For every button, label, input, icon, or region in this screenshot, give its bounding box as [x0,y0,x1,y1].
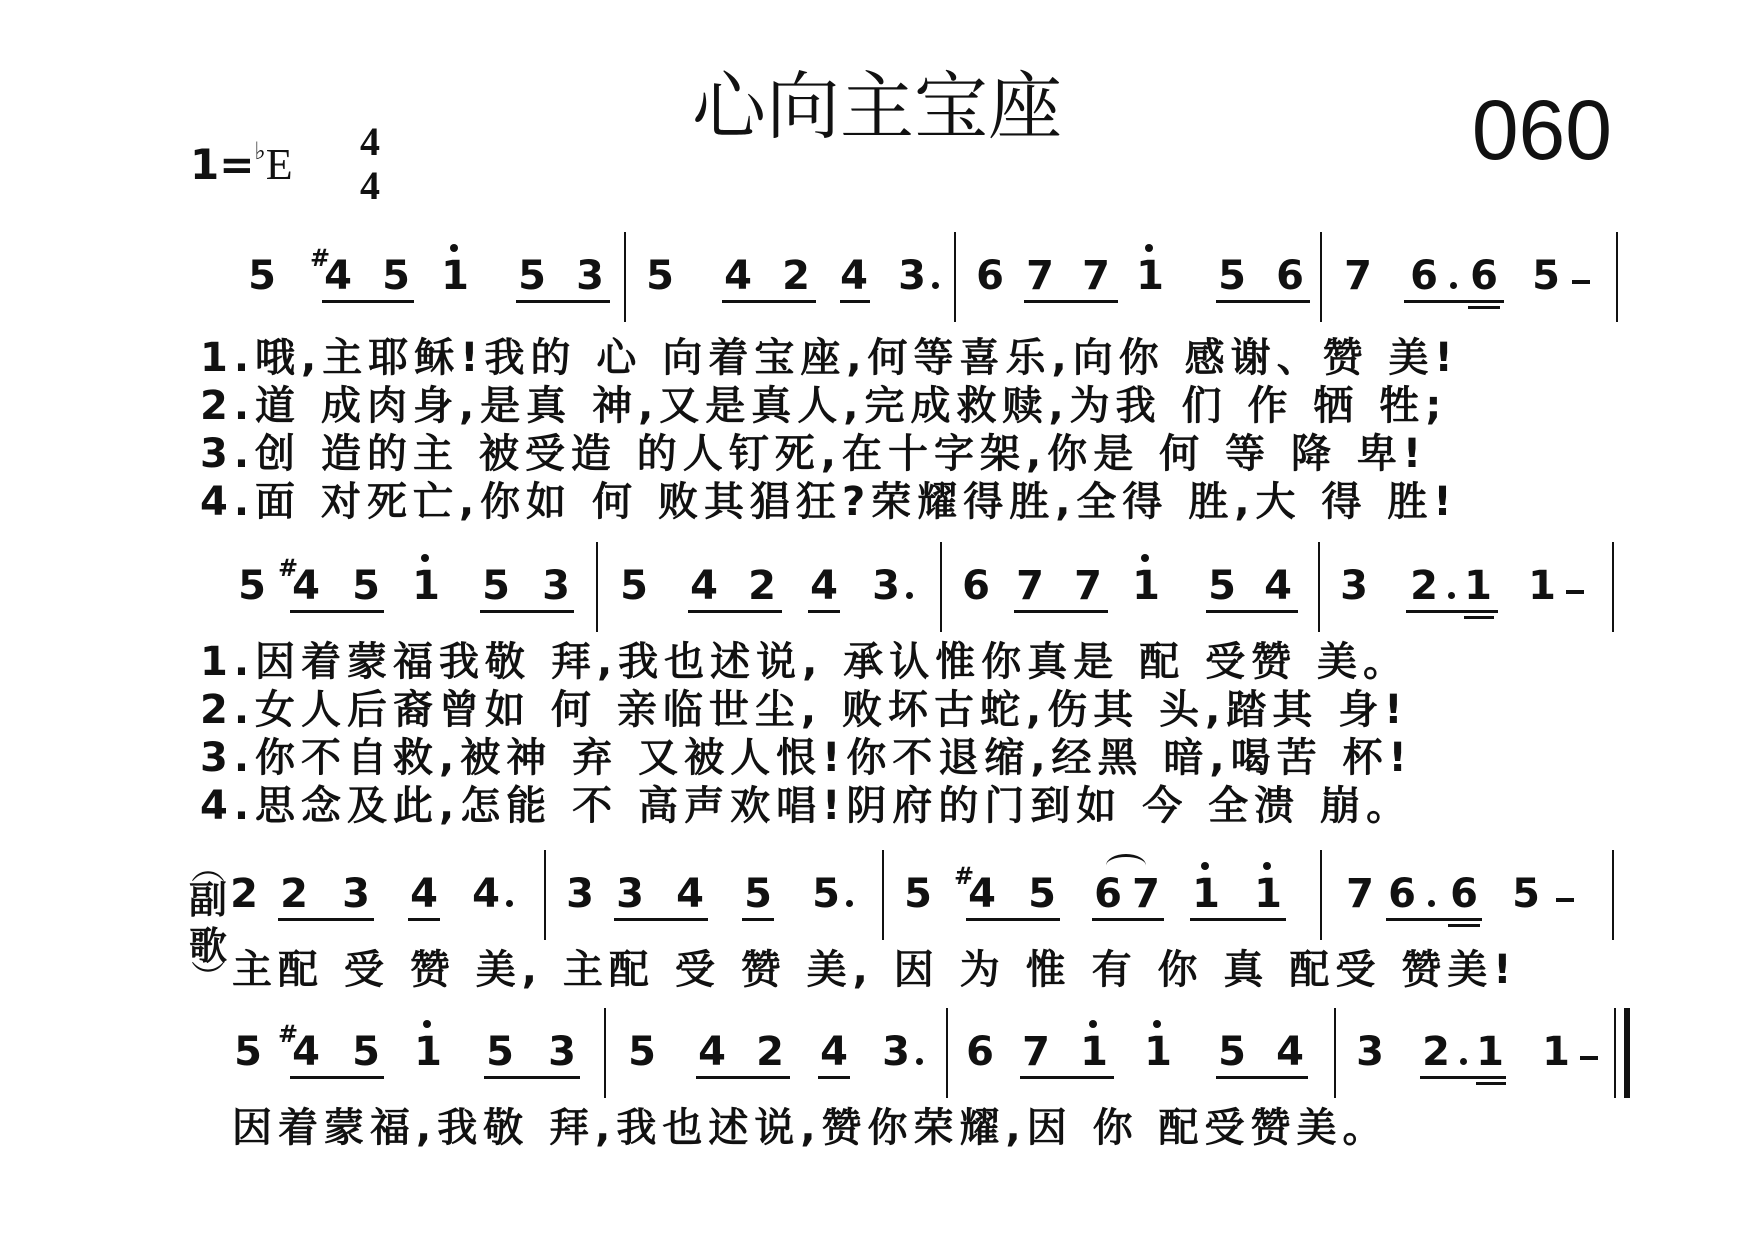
note: # 4 [278,554,320,609]
staff-system-3 [0,850,1754,940]
barline [1320,232,1322,322]
note: 2 [782,253,810,299]
note: 5 [1218,253,1246,299]
note: 1 [1126,566,1166,606]
barline [1320,850,1322,940]
note: 3 [548,1029,576,1075]
augmentation-dot [506,900,513,907]
high-octave-dot [1201,862,1209,870]
barline [940,542,942,632]
note: 1 [1186,874,1226,914]
note: # 4 [310,244,352,299]
note: 6 [966,1029,994,1075]
augmentation-dot [1460,1058,1467,1065]
note: 5 [1532,253,1560,299]
high-octave-dot [1141,554,1149,562]
note: 7 [1132,871,1160,917]
beam [722,300,816,303]
key-signature [190,140,293,187]
note: 1 [1074,1032,1114,1072]
time-signature-top: 4 [360,119,380,164]
note: 5 [482,563,510,609]
high-octave-dot [450,244,458,252]
beam [1216,1076,1308,1079]
note: 3 [576,253,604,299]
note: 5 [812,871,840,917]
note: # 4 [278,1020,320,1075]
key-letter: E [265,140,293,189]
beam [1386,918,1482,921]
barline [1612,542,1614,632]
note: 3 [1340,563,1368,609]
barline [596,542,598,632]
note: 7 [1022,1029,1050,1075]
note: 5 [646,253,674,299]
note: 2 [756,1029,784,1075]
note: 4 [690,563,718,609]
beam [742,918,774,921]
high-octave-dot [1153,1020,1161,1028]
sharp-sign: # [278,1020,299,1048]
augmentation-dot [932,282,939,289]
note: 1 [408,1032,448,1072]
note: 6 [962,563,990,609]
note: 6 [1470,253,1498,299]
beam [808,610,840,613]
note: 2 [230,871,258,917]
barline [1612,850,1614,940]
note: 5 [1208,563,1236,609]
barline [624,232,626,322]
barline [954,232,956,322]
note: 5 [234,1029,262,1075]
note: # 4 [954,862,996,917]
sharp-sign: # [954,862,975,890]
note: 5 [486,1029,514,1075]
beam [516,300,610,303]
beam [1404,300,1504,303]
note: 7 [1074,563,1102,609]
lyric-line: 因着蒙福,我敬 拜,我也述说,赞你荣耀,因 你 配受赞美。 [232,1105,1389,1151]
beam [322,300,414,303]
lyric-line: 1.哦,主耶稣!我的 心 向着宝座,何等喜乐,向你 感谢、赞 美! [200,335,1459,381]
note: 2 [748,563,776,609]
lyric-line: 主配 受 赞 美, 主配 受 赞 美, 因 为 惟 有 你 真 配受 赞美! [232,947,1518,993]
note: 4 [810,563,838,609]
final-barline-thick [1624,1008,1630,1098]
dash [1556,898,1574,902]
note: 1 [406,566,446,606]
beam [290,1076,384,1079]
tie [1106,854,1146,877]
beam [1420,1076,1506,1079]
dash [1566,590,1584,594]
note: 5 [352,1029,380,1075]
hymn-title: 心向主宝座 [692,64,1062,150]
key-flat: ♭ [254,139,266,165]
note: 3 [872,563,900,609]
note: 7 [1344,253,1372,299]
beam [614,918,708,921]
high-octave-dot [1089,1020,1097,1028]
note: 7 [1026,253,1054,299]
note: 1 [1528,563,1556,609]
note: 4 [1276,1029,1304,1075]
note: 5 [1028,871,1056,917]
augmentation-dot [906,592,913,599]
note: 4 [676,871,704,917]
note: 5 [238,563,266,609]
note: 5 [1512,871,1540,917]
note: 1 [1464,563,1492,609]
beam [408,918,440,921]
chorus-label: ︵ 副歌 ︶ [188,848,227,1000]
barline [544,850,546,940]
note: 4 [820,1029,848,1075]
barline [604,1008,606,1098]
staff-system-4 [0,1008,1754,1098]
note: 4 [410,871,438,917]
note: 3 [542,563,570,609]
note: 5 [904,871,932,917]
beam [278,918,374,921]
beam [1468,306,1500,309]
note: 5 [352,563,380,609]
time-signature-bottom: 4 [360,163,380,208]
staff-system-2 [0,542,1754,632]
beam [1092,918,1164,921]
note: 6 [1276,253,1304,299]
lyric-line: 2.女人后裔曾如 何 亲临世尘, 败坏古蛇,伤其 头,踏其 身! [200,687,1409,733]
barline [882,850,884,940]
note: 4 [724,253,752,299]
note: 3 [898,253,926,299]
beam [1014,610,1108,613]
note: 1 [1542,1029,1570,1075]
beam [1206,610,1298,613]
beam [1190,918,1286,921]
barline [946,1008,948,1098]
beam [480,610,574,613]
beam [1464,616,1494,619]
note: 3 [1356,1029,1384,1075]
note: 5 [628,1029,656,1075]
barline [1318,542,1320,632]
beam [818,1076,850,1079]
lyric-line: 4.面 对死亡,你如 何 败其猖狂?荣耀得胜,全得 胜,大 得 胜! [200,479,1458,525]
final-barline-thin [1614,1008,1616,1098]
note: 1 [1138,1032,1178,1072]
dash [1580,1056,1598,1060]
augmentation-dot [1428,900,1435,907]
barline [1616,232,1618,322]
note: 7 [1082,253,1110,299]
sharp-sign: # [310,244,331,272]
hymn-number: 060 [1471,83,1612,177]
note: 6 [1094,871,1122,917]
key-prefix: 1= [190,140,255,189]
note: 5 [248,253,276,299]
note: 6 [1450,871,1478,917]
lyric-line: 1.因着蒙福我敬 拜,我也述说, 承认惟你真是 配 受赞 美。 [200,639,1410,685]
beam [966,918,1060,921]
note: 6 [976,253,1004,299]
beam [1024,300,1118,303]
note: 5 [382,253,410,299]
beam [1476,1082,1506,1085]
note: 5 [518,253,546,299]
note: 4 [472,871,500,917]
note: 1 [1248,874,1288,914]
augmentation-dot [1450,282,1457,289]
lyric-line: 3.你不自救,被神 弃 又被人恨!你不退缩,经黑 暗,喝苦 杯! [200,735,1413,781]
note: 4 [698,1029,726,1075]
time-signature [356,120,384,208]
barline [1334,1008,1336,1098]
augmentation-dot [916,1058,923,1065]
dash [1572,280,1590,284]
beam [1406,610,1498,613]
staff-system-1 [0,232,1754,322]
note: 7 [1346,871,1374,917]
note: 7 [1016,563,1044,609]
lyric-line: 3.创 造的主 被受造 的人钉死,在十字架,你是 何 等 降 卑! [200,431,1428,477]
note: 4 [1264,563,1292,609]
beam [688,610,782,613]
chorus-label-text: 副歌 [188,878,227,968]
lyric-line: 2.道 成肉身,是真 神,又是真人,完成救赎,为我 们 作 牺 牲; [200,383,1448,429]
beam [1216,300,1310,303]
note: 5 [744,871,772,917]
note: 2 [280,871,308,917]
note: 1 [435,256,475,296]
note: 1 [1130,256,1170,296]
high-octave-dot [1145,244,1153,252]
note: 6 [1410,253,1438,299]
lyric-line: 4.思念及此,怎能 不 高声欢唱!阴府的门到如 今 全溃 崩。 [200,783,1413,829]
beam [290,610,384,613]
beam [840,300,870,303]
note: 3 [342,871,370,917]
note: 5 [620,563,648,609]
beam [484,1076,580,1079]
augmentation-dot [1448,592,1455,599]
augmentation-dot [846,900,853,907]
note: 4 [840,253,868,299]
note: 2 [1422,1029,1450,1075]
note: 2 [1410,563,1438,609]
high-octave-dot [421,554,429,562]
note: 6 [1388,871,1416,917]
note: 3 [566,871,594,917]
high-octave-dot [1263,862,1271,870]
note: 3 [616,871,644,917]
note: 3 [882,1029,910,1075]
high-octave-dot [423,1020,431,1028]
beam [1020,1076,1114,1079]
beam [696,1076,790,1079]
sharp-sign: # [278,554,299,582]
note: 1 [1476,1029,1504,1075]
beam [1448,924,1480,927]
note: 5 [1218,1029,1246,1075]
